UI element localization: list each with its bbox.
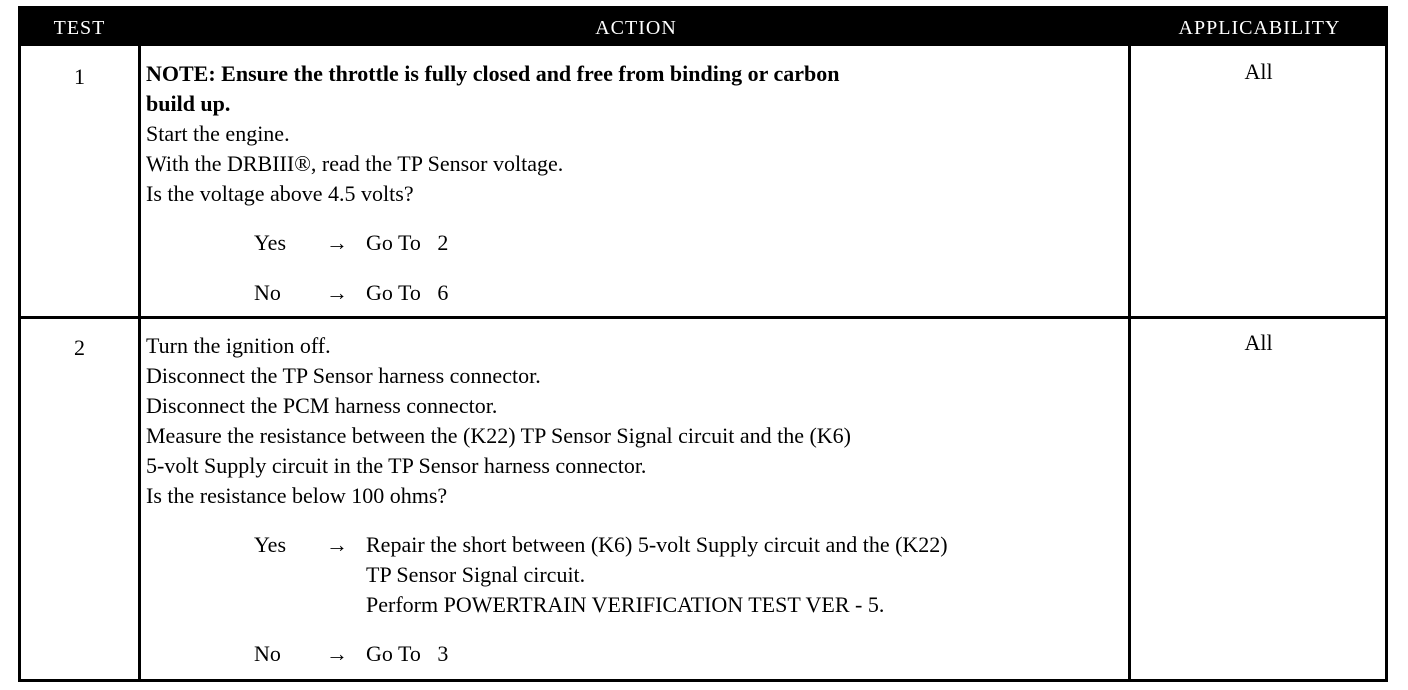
arrow-icon: →	[326, 230, 348, 255]
table-header	[21, 9, 1385, 46]
yes-label: Yes	[254, 532, 287, 557]
no-action: Go To 3	[366, 641, 449, 666]
note-line: build up.	[146, 91, 231, 116]
header-applicability: APPLICABILITY	[1178, 17, 1341, 39]
yes-action-line: Perform POWERTRAIN VERIFICATION TEST VER - 5.	[366, 592, 885, 617]
action-line: Is the resistance below 100 ohms?	[146, 483, 448, 508]
yes-label: Yes	[254, 230, 287, 255]
action-line: With the DRBIII®, read the TP Sensor voltage.	[146, 151, 564, 176]
diagnostic-table	[18, 6, 1388, 682]
arrow-icon: →	[326, 280, 348, 305]
column-divider-test	[138, 46, 141, 679]
applicability-value: All	[1244, 59, 1273, 84]
row-divider	[21, 316, 1385, 319]
action-line: Disconnect the PCM harness connector.	[146, 393, 498, 418]
yes-action-line: TP Sensor Signal circuit.	[366, 562, 586, 587]
action-line: Start the engine.	[146, 121, 290, 146]
header-test: TEST	[53, 17, 106, 39]
note-line: NOTE: Ensure the throttle is fully closed and free from binding or carbon	[146, 61, 840, 86]
action-line: Is the voltage above 4.5 volts?	[146, 181, 414, 206]
applicability-value: All	[1244, 330, 1273, 355]
test-number: 1	[74, 64, 85, 89]
action-line: 5-volt Supply circuit in the TP Sensor harness connector.	[146, 453, 647, 478]
no-action: Go To 6	[366, 280, 449, 305]
no-label: No	[254, 280, 281, 305]
yes-action: Go To 2	[366, 230, 449, 255]
no-label: No	[254, 641, 281, 666]
arrow-icon: →	[326, 641, 348, 666]
column-divider-applicability	[1128, 46, 1131, 679]
header-action: ACTION	[595, 17, 677, 39]
action-line: Disconnect the TP Sensor harness connector.	[146, 363, 541, 388]
arrow-icon: →	[326, 532, 348, 557]
action-line: Turn the ignition off.	[146, 333, 331, 358]
test-number: 2	[74, 335, 85, 360]
action-line: Measure the resistance between the (K22) TP Sensor Signal circuit and the (K6)	[146, 423, 852, 448]
yes-action-line: Repair the short between (K6) 5-volt Supply circuit and the (K22)	[366, 532, 948, 557]
